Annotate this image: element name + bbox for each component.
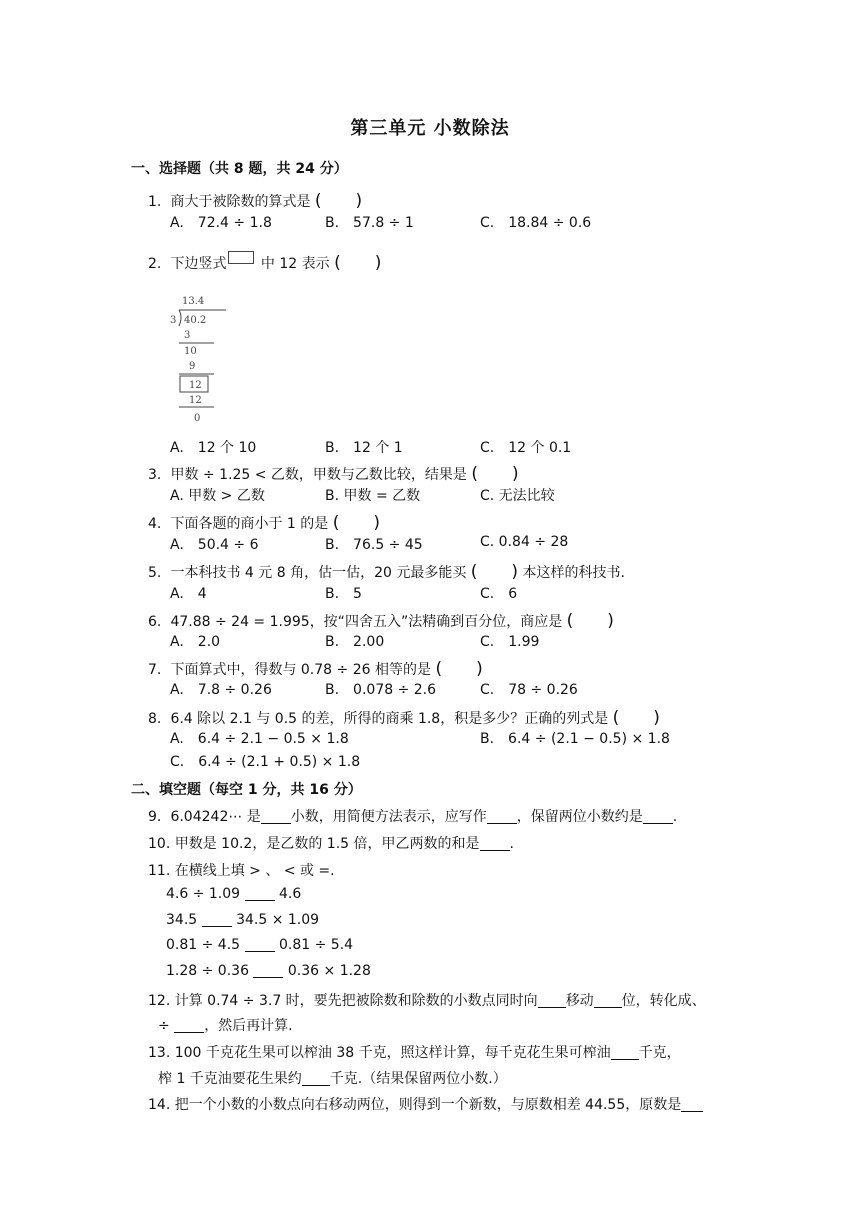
answer-blank[interactable]: [594, 993, 622, 1008]
calc-dividend: 40.2: [184, 315, 207, 326]
question-3: 3. 甲数 ÷ 1.25 < 乙数，甲数与乙数比较，结果是 ( ): [148, 464, 519, 484]
calc-step-2: 10: [184, 346, 197, 357]
answer-blank[interactable]: [245, 937, 275, 952]
option-2a: A. 12 个 10: [170, 440, 257, 456]
calc-step-5: 12: [189, 395, 202, 406]
calc-divisor: 3: [170, 315, 177, 326]
question-3-text: 甲数 ÷ 1.25 < 乙数，甲数与乙数比较，结果是: [170, 467, 467, 483]
calc-step-1: 3: [184, 330, 191, 341]
option-8c: C. 6.4 ÷ (2.1 + 0.5) × 1.8: [170, 754, 361, 770]
question-10: 10. 甲数是 10.2，是乙数的 1.5 倍，甲乙两数的和是 .: [148, 836, 514, 852]
answer-blank[interactable]: [253, 963, 283, 978]
answer-blank[interactable]: [261, 809, 291, 824]
answer-blank[interactable]: [480, 836, 510, 851]
inline-box-icon: [228, 251, 254, 264]
answer-blank[interactable]: [487, 809, 517, 824]
option-7b: B. 0.078 ÷ 2.6: [325, 682, 437, 698]
question-1: 1. 商大于被除数的算式是 ( ): [148, 191, 363, 211]
question-2-text-2: 中 12 表示: [260, 256, 330, 272]
option-5a: A. 4: [170, 586, 207, 602]
question-8: 8. 6.4 除以 2.1 与 0.5 的差，所得的商乘 1.8，积是多少？正确的列式是 ( ): [148, 708, 660, 728]
question-13: 13. 100 千克花生果可以榨油 38 千克，照这样计算，每千克花生果可榨油 千克，: [148, 1045, 681, 1061]
calc-step-4: 12: [189, 380, 202, 391]
option-5c: C. 6: [480, 586, 518, 602]
question-2: 2. 下边竖式 中 12 表示 ( ): [148, 253, 382, 273]
section-heading-fill: 二、填空题（每空 1 分，共 16 分）: [131, 782, 362, 798]
option-4b: B. 76.5 ÷ 45: [325, 537, 423, 553]
calc-quotient: 13.4: [182, 296, 205, 307]
question-1-text: 商大于被除数的算式是: [170, 194, 311, 210]
question-4-text: 下面各题的商小于 1 的是: [170, 516, 329, 532]
question-7-text: 下面算式中，得数与 0.78 ÷ 26 相等的是: [170, 662, 431, 678]
option-8a: A. 6.4 ÷ 2.1 − 0.5 × 1.8: [170, 731, 349, 747]
question-5-text-2: 本这样的科技书.: [522, 565, 625, 581]
answer-paren: ( ): [435, 659, 483, 679]
question-12-line-2: ÷ ，然后再计算.: [158, 1018, 293, 1034]
calc-step-3: 9: [189, 361, 196, 372]
option-6b: B. 2.00: [325, 634, 385, 650]
option-3a: A. 甲数 > 乙数: [170, 488, 265, 504]
answer-blank[interactable]: [681, 1097, 703, 1112]
question-9: 9. 6.04242⋯ 是 小数，用简便方法表示，应写作 ，保留两位小数约是 .: [148, 809, 678, 825]
calc-step-6: 0: [194, 413, 201, 424]
option-1c: C. 18.84 ÷ 0.6: [480, 215, 592, 231]
option-2c: C. 12 个 0.1: [480, 440, 572, 456]
answer-blank[interactable]: [611, 1045, 639, 1060]
question-14: 14. 把一个小数的小数点向右移动两位，则得到一个新数，与原数相差 44.55，原数是: [148, 1094, 703, 1114]
option-7a: A. 7.8 ÷ 0.26: [170, 682, 272, 698]
question-12: 12. 计算 0.74 ÷ 3.7 时，要先把被除数和除数的小数点同时向 移动 位，转化成、: [148, 993, 706, 1009]
option-6a: A. 2.0: [170, 634, 221, 650]
question-7: 7. 下面算式中，得数与 0.78 ÷ 26 相等的是 ( ): [148, 659, 483, 679]
compare-row-2: 34.5 34.5 × 1.09: [166, 912, 320, 928]
question-13-line-2: 榨 1 千克油要花生果约 千克.（结果保留两位小数.）: [158, 1071, 507, 1087]
compare-row-1: 4.6 ÷ 1.09 4.6: [166, 886, 302, 902]
question-6-text: 47.88 ÷ 24 = 1.995，按“四舍五入”法精确到百分位，商应是: [170, 614, 563, 630]
question-2-text: 下边竖式: [170, 256, 227, 272]
option-8b: B. 6.4 ÷ (2.1 − 0.5) × 1.8: [480, 731, 670, 747]
long-division-figure: [168, 290, 238, 425]
answer-blank[interactable]: [174, 1018, 204, 1033]
answer-blank[interactable]: [643, 809, 673, 824]
option-5b: B. 5: [325, 586, 362, 602]
option-4c: C. 0.84 ÷ 28: [480, 534, 569, 550]
option-6c: C. 1.99: [480, 634, 540, 650]
answer-paren: ( ): [470, 562, 519, 582]
question-4: 4. 下面各题的商小于 1 的是 ( ): [148, 513, 380, 533]
answer-paren: ( ): [471, 464, 519, 484]
question-5: 5. 一本科技书 4 元 8 角，估一估，20 元最多能买 ( ) 本这样的科技书.: [148, 562, 625, 582]
answer-paren: ( ): [334, 253, 382, 273]
question-11: 11. 在横线上填 > 、 < 或 =.: [148, 863, 335, 879]
option-4a: A. 50.4 ÷ 6: [170, 537, 259, 553]
question-6: 6. 47.88 ÷ 24 = 1.995，按“四舍五入”法精确到百分位，商应是 ( ): [148, 611, 614, 631]
option-3c: C. 无法比较: [480, 488, 555, 504]
page-title: 第三单元 小数除法: [350, 118, 510, 139]
compare-row-4: 1.28 ÷ 0.36 0.36 × 1.28: [166, 963, 371, 979]
answer-blank[interactable]: [245, 886, 275, 901]
answer-paren: ( ): [566, 611, 614, 631]
option-2b: B. 12 个 1: [325, 440, 403, 456]
answer-paren: ( ): [332, 513, 380, 533]
answer-blank[interactable]: [538, 993, 566, 1008]
option-7c: C. 78 ÷ 0.26: [480, 682, 578, 698]
question-5-text: 一本科技书 4 元 8 角，估一估，20 元最多能买: [170, 565, 467, 581]
section-heading-choice: 一、选择题（共 8 题，共 24 分）: [131, 161, 348, 177]
answer-blank[interactable]: [202, 912, 232, 927]
answer-blank[interactable]: [302, 1071, 330, 1086]
option-1a: A. 72.4 ÷ 1.8: [170, 215, 272, 231]
option-1b: B. 57.8 ÷ 1: [325, 215, 414, 231]
answer-paren: ( ): [314, 191, 363, 211]
answer-paren: ( ): [612, 708, 660, 728]
compare-row-3: 0.81 ÷ 4.5 0.81 ÷ 5.4: [166, 937, 354, 953]
question-8-text: 6.4 除以 2.1 与 0.5 的差，所得的商乘 1.8，积是多少？正确的列式是: [170, 711, 609, 727]
option-3b: B. 甲数 = 乙数: [325, 488, 421, 504]
